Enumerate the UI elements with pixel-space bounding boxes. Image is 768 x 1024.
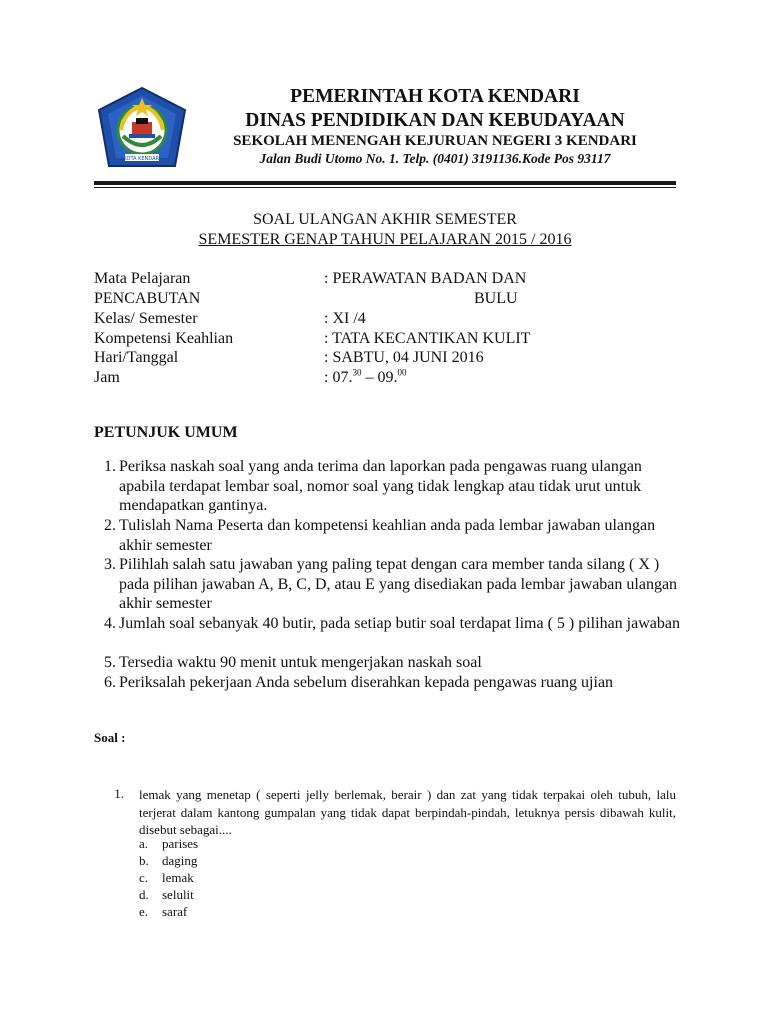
header-government-name: PEMERINTAH KOTA KENDARI <box>290 86 580 107</box>
exam-title: SOAL ULANGAN AKHIR SEMESTER <box>253 211 517 228</box>
header-address: Jalan Budi Utomo No. 1. Telp. (0401) 3191136.Kode Pos 93117 <box>259 151 611 166</box>
question-number: 1. <box>114 786 124 801</box>
kendari-emblem-logo <box>95 86 189 170</box>
info-row-time <box>94 369 676 389</box>
competency-label: Kompetensi Keahlian <box>94 330 234 347</box>
class-value: : XI /4 <box>324 310 366 327</box>
instruction-item: 2. Tulislah Nama Peserta dan kompetensi keahlian anda pada lembar jawaban ulangan akhir semester <box>104 517 656 554</box>
instruction-item: 5. Tersedia waktu 90 menit untuk mengerjakan naskah soal <box>104 654 482 671</box>
instruction-item: 6. Periksalah pekerjaan Anda sebelum diserahkan kepada pengawas ruang ujian <box>104 674 614 691</box>
questions-label: Soal : <box>94 730 126 745</box>
instructions-heading: PETUNJUK UMUM <box>94 424 238 441</box>
date-value: : SABTU, 04 JUNI 2016 <box>324 349 484 366</box>
header-department-name: DINAS PENDIDIKAN DAN KEBUDAYAAN <box>245 110 625 131</box>
question-text: lemak yang menetap ( seperti jelly berlemak, berair ) dan zat yang tidak terpakai oleh tubuh, lalu terjerat dalam kantong gumpalan yang tidak dapat berpindah-pindah, letuknya persis dibawah kulit, disebut sebagai.... <box>139 787 676 837</box>
competency-value: : TATA KECANTIKAN KULIT <box>324 330 531 347</box>
header-school-name: SEKOLAH MENENGAH KEJURUAN NEGERI 3 KENDARI <box>233 133 637 149</box>
instruction-item: 3. Pilihlah salah satu jawaban yang paling tepat dengan cara member tanda silang ( X ) pada pilihan jawaban A, B, C, D, atau E yang disediakan pada lembar jawaban ulangan akhir semester <box>104 556 678 612</box>
info-row-competency <box>94 330 676 350</box>
subject-cont-label: PENCABUTAN <box>94 290 201 307</box>
header-divider-thin <box>94 187 676 188</box>
time-label: Jam <box>94 369 120 386</box>
subject-value: : PERAWATAN BADAN DAN <box>324 270 527 287</box>
info-row-subject-continued <box>94 290 676 310</box>
instruction-item: 4. Jumlah soal sebanyak 40 butir, pada setiap butir soal terdapat lima ( 5 ) pilihan jawaban <box>104 615 680 632</box>
info-row-date <box>94 349 676 369</box>
instruction-item: 1. Periksa naskah soal yang anda terima dan laporkan pada pengawas ruang ulangan apabila terdapat lembar soal, nomor soal yang tidak lengkap atau tidak urut untuk mendapatkan gantinya. <box>104 458 642 514</box>
exam-subtitle: SEMESTER GENAP TAHUN PELAJARAN 2015 / 2016 <box>198 231 572 248</box>
subject-cont-value: BULU <box>474 290 518 307</box>
date-label: Hari/Tanggal <box>94 349 179 366</box>
info-row-subject <box>94 270 676 290</box>
emblem-icon <box>95 86 189 170</box>
class-label: Kelas/ Semester <box>94 310 198 327</box>
svg-text:KOTA KENDARI: KOTA KENDARI <box>123 156 161 162</box>
info-row-class <box>94 310 676 330</box>
time-value: : 07.30 – 09.00 <box>324 367 407 386</box>
subject-label: Mata Pelajaran <box>94 270 191 287</box>
header-divider-thick <box>94 181 676 185</box>
